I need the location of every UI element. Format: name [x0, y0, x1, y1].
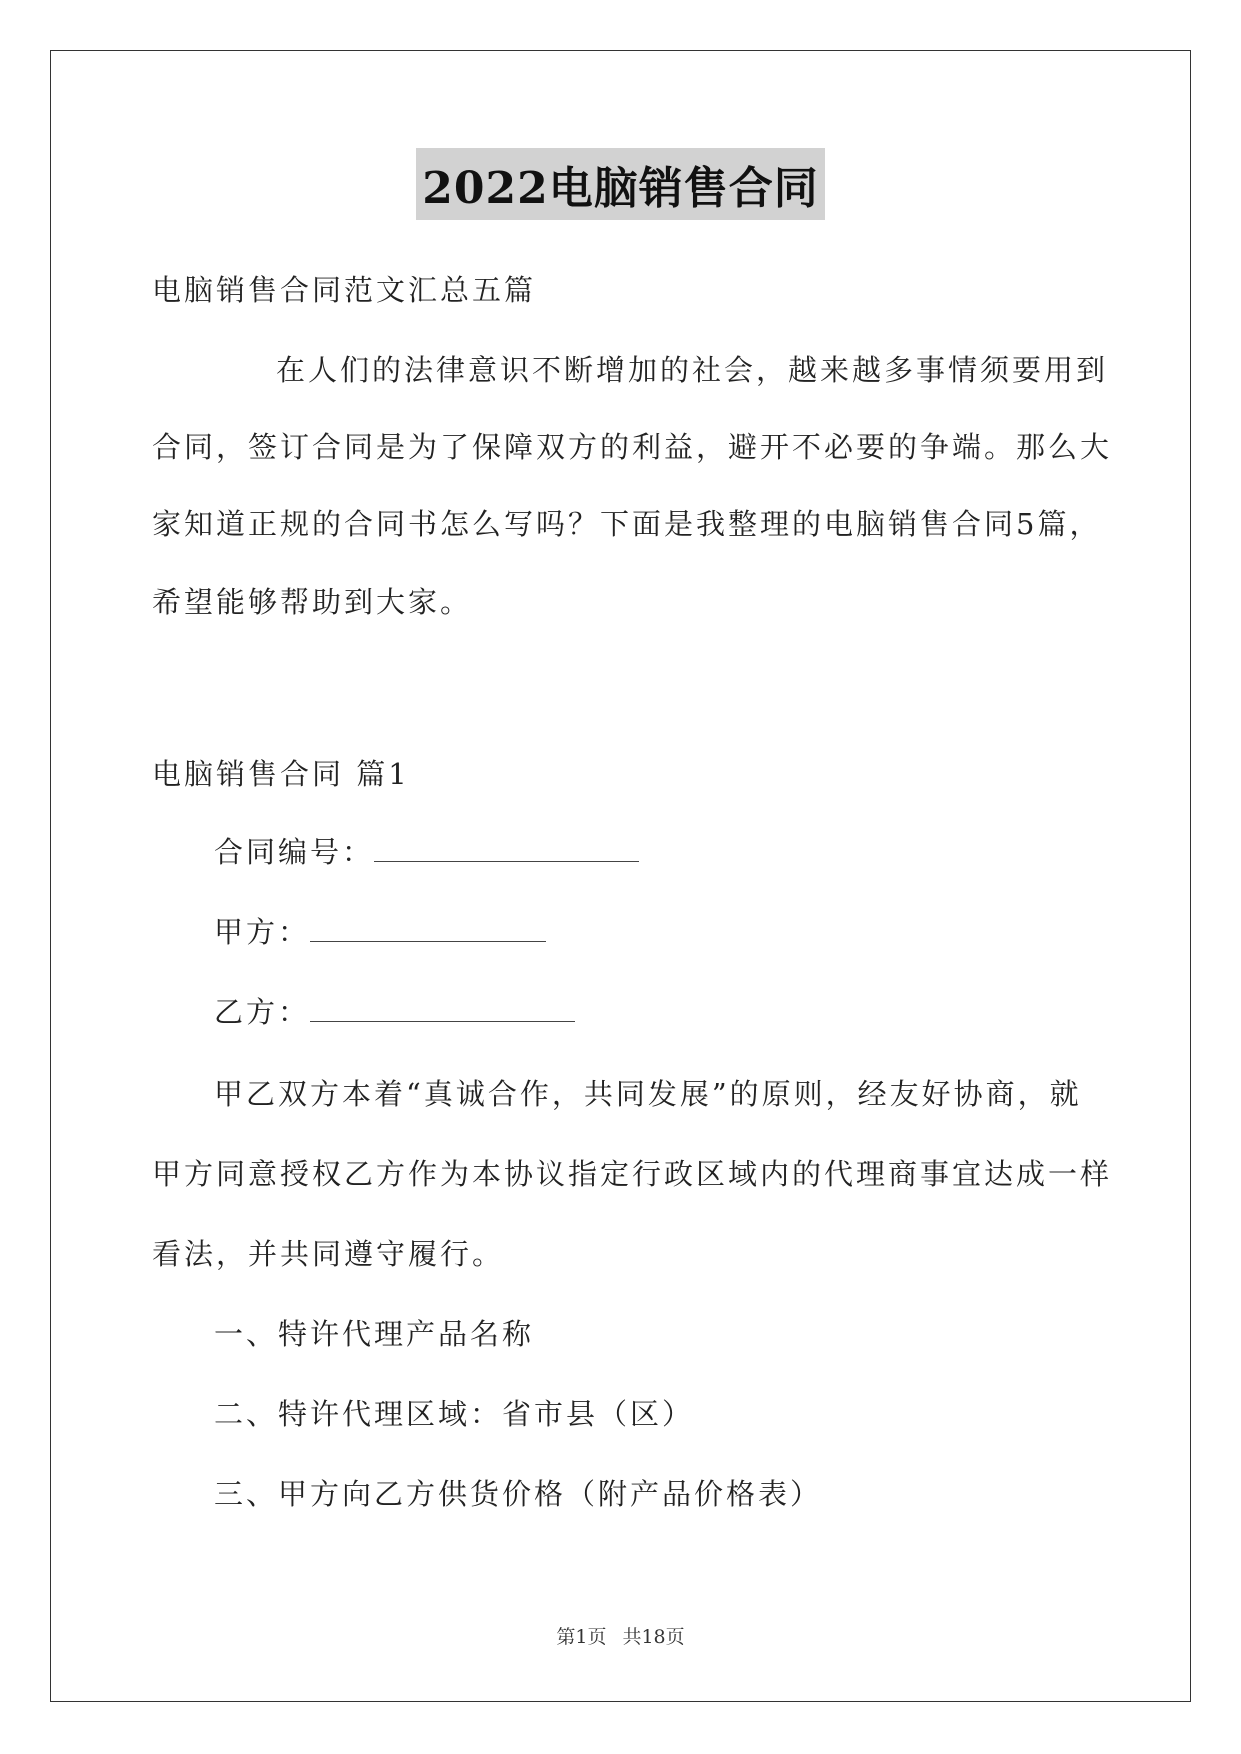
party-a-blank: [310, 919, 546, 942]
body-line-1: 甲乙双方本着“真诚合作，共同发展”的原则，经友好协商，就: [214, 1077, 1082, 1111]
party-b-row: [214, 990, 575, 1031]
contract-number-row: [214, 830, 639, 871]
section-heading: 电脑销售合同 篇1: [152, 757, 410, 791]
body-line-2: 甲方同意授权乙方作为本协议指定行政区域内的代理商事宜达成一样: [152, 1157, 1113, 1191]
intro-line-4: 希望能够帮助到大家。: [152, 585, 473, 619]
page-number: 第1页: [556, 1626, 607, 1648]
body-line-3: 看法，并共同遵守履行。: [152, 1237, 505, 1271]
party-a-label: 甲方：: [214, 915, 311, 949]
clause-3: 三、甲方向乙方供货价格（附产品价格表）: [214, 1477, 823, 1511]
intro-line-3: 家知道正规的合同书怎么写吗？下面是我整理的电脑销售合同5篇，: [152, 507, 1102, 541]
contract-number-blank: [374, 839, 639, 862]
page-footer: [0, 1622, 1241, 1649]
party-b-blank: [310, 999, 575, 1022]
document-title: 2022电脑销售合同: [416, 148, 824, 220]
intro-line-2: 合同，签订合同是为了保障双方的利益，避开不必要的争端。那么大: [152, 430, 1113, 464]
party-a-row: [214, 910, 546, 951]
party-b-label: 乙方：: [214, 995, 311, 1029]
contract-number-label: 合同编号：: [214, 835, 375, 869]
page-total: 共18页: [622, 1626, 685, 1648]
clause-1: 一、特许代理产品名称: [214, 1317, 535, 1351]
intro-line-1: 在人们的法律意识不断增加的社会，越来越多事情须要用到: [276, 353, 1109, 387]
subtitle: 电脑销售合同范文汇总五篇: [152, 273, 537, 307]
document-title-wrap: [0, 148, 1241, 220]
clause-2: 二、特许代理区域：省市县（区）: [214, 1397, 695, 1431]
